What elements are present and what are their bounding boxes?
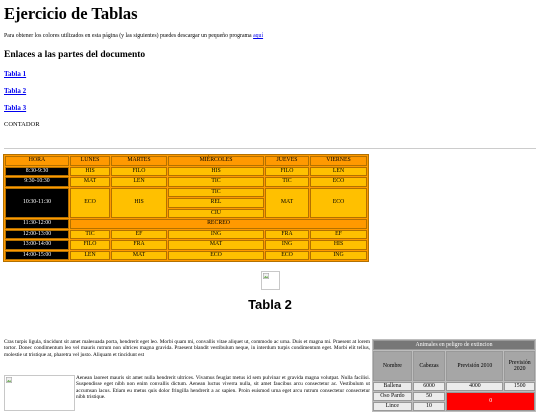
subject-cell: MAT (111, 251, 167, 261)
intro-text-body: Para obtener los colores utilizados en esta página (y las siguientes) puedes descargar un pequeño programa (4, 33, 254, 39)
nav-link-tabla-2[interactable]: Tabla 2 (4, 87, 27, 95)
table-row (373, 392, 535, 401)
subject-cell: TIC (168, 188, 264, 198)
schedule-row (5, 167, 367, 177)
subject-cell: FRA (111, 240, 167, 250)
header-hora: HORA (5, 156, 69, 166)
subject-cell: HIS (111, 188, 167, 219)
animals-caption: Animales en peligro de extincion (373, 340, 535, 350)
counter-label: CONTADOR (4, 121, 40, 128)
subject-cell: ECO (70, 188, 110, 219)
broken-image-glyph (6, 377, 12, 383)
page-title: Ejercicio de Tablas (4, 4, 138, 23)
animal-name: Oso Pardo (373, 392, 412, 401)
animals-header-prevision-2020: Previsión 2020 (504, 351, 535, 381)
subject-cell: HIS (70, 167, 110, 177)
subject-cell: MAT (265, 188, 309, 219)
animal-forecast-2010: 4000 (446, 382, 503, 391)
animals-table (372, 339, 536, 412)
subject-cell: HIS (310, 240, 367, 250)
nav-link-tabla-3[interactable]: Tabla 3 (4, 104, 27, 112)
subject-cell: HIS (168, 167, 264, 177)
subject-cell: EF (310, 230, 367, 240)
subject-cell: LEN (70, 251, 110, 261)
body-paragraph-1: Cras turpis ligula, tincidunt sit amet malesuada porta, hendrerit eget leo. Morbi quam mi, convallis vitae aliquet ut, commodo ac urna. Duis et magna mi. Praesent at lorem tortor. Donec condimentum leo vel mauris rutrum non ultrices magna gravida. Praesent blandit vestibulum neque, in interdum turpis condimentum eget. Morbi elit tellus, molestie ut tristique at, pharetra vel justo. Aliquam et tincidunt est (4, 339, 370, 358)
download-link[interactable]: aquí (253, 33, 264, 39)
animals-header-row (373, 351, 535, 381)
header-jueves: JUEVES (265, 156, 309, 166)
animal-forecast-merged: 0 (446, 392, 535, 411)
header-miercoles: MIÉRCOLES (168, 156, 264, 166)
hour-cell: 11:30-12:00 (5, 219, 69, 229)
schedule-table (3, 154, 369, 262)
body-paragraph-2: Aenean laoreet mauris sit amet nulla hendrerit ultrices. Vivamus feugiat metus id sem pulvinar et gravida magna volutpat. Nulla facilisi. Suspendisse eget nibh non enim convallis dictum. Aenean luctus viverra nulla, sit amet faucibus arcu consectetur ac. Vestibulum ut accumsan lacus. Etiam eu metus quis dolor fringilla hendrerit a ac sapien. Proin euismod urna eget arcu rutrum consectetur consectetur nibh tristique. (76, 375, 370, 400)
broken-image-icon (261, 271, 280, 290)
subject-cell: ECO (168, 251, 264, 261)
schedule-header-row (5, 156, 367, 166)
section-title-tabla-2: Tabla 2 (248, 297, 292, 312)
subject-cell: ING (168, 230, 264, 240)
schedule-row (5, 188, 367, 198)
schedule-row (5, 219, 367, 229)
subject-cell: EF (111, 230, 167, 240)
broken-image-glyph (263, 273, 269, 279)
subject-cell: ING (265, 240, 309, 250)
intro-text (4, 33, 263, 39)
animals-header-prevision-2010: Previsión 2010 (446, 351, 503, 381)
animals-caption-row (373, 340, 535, 350)
subject-cell: ECO (310, 188, 367, 219)
hour-cell: 10:30-11:30 (5, 188, 69, 219)
header-martes: MARTES (111, 156, 167, 166)
hour-cell: 13:00-14:00 (5, 240, 69, 250)
header-lunes: LUNES (70, 156, 110, 166)
hour-cell: 8:30-9:30 (5, 167, 69, 177)
subject-cell: FRA (265, 230, 309, 240)
subject-cell: TIC (70, 230, 110, 240)
header-viernes: VIERNES (310, 156, 367, 166)
animal-count: 6000 (413, 382, 446, 391)
schedule-row (5, 240, 367, 250)
broken-image-icon (4, 375, 75, 411)
subject-cell: FILO (111, 167, 167, 177)
nav-heading: Enlaces a las partes del documento (4, 50, 146, 60)
subject-cell: REL (168, 198, 264, 208)
subject-cell: FILO (70, 240, 110, 250)
nav-link-tabla-1[interactable]: Tabla 1 (4, 70, 27, 78)
subject-cell: MAT (168, 240, 264, 250)
subject-cell: FILO (265, 167, 309, 177)
subject-cell: MAT (70, 177, 110, 187)
subject-cell: LEN (310, 167, 367, 177)
subject-cell: LEN (111, 177, 167, 187)
subject-cell: CIU (168, 209, 264, 219)
animals-header-cabezas: Cabezas (413, 351, 446, 381)
subject-cell: ING (310, 251, 367, 261)
schedule-row (5, 251, 367, 261)
subject-cell: TIC (168, 177, 264, 187)
hour-cell: 14:00-15:00 (5, 251, 69, 261)
recreo-cell: RECREO (70, 219, 367, 229)
animal-name: Lince (373, 402, 412, 411)
table-row (373, 382, 535, 391)
hour-cell: 12:00-13:00 (5, 230, 69, 240)
animals-header-nombre: Nombre (373, 351, 412, 381)
animal-forecast-2020: 1500 (504, 382, 535, 391)
animal-count: 10 (413, 402, 446, 411)
subject-cell: ECO (310, 177, 367, 187)
hour-cell: 9:30-10:30 (5, 177, 69, 187)
subject-cell: TIC (265, 177, 309, 187)
schedule-row (5, 230, 367, 240)
animal-count: 50 (413, 392, 446, 401)
divider (4, 148, 536, 149)
animal-name: Ballena (373, 382, 412, 391)
schedule-row (5, 177, 367, 187)
subject-cell: ECO (265, 251, 309, 261)
